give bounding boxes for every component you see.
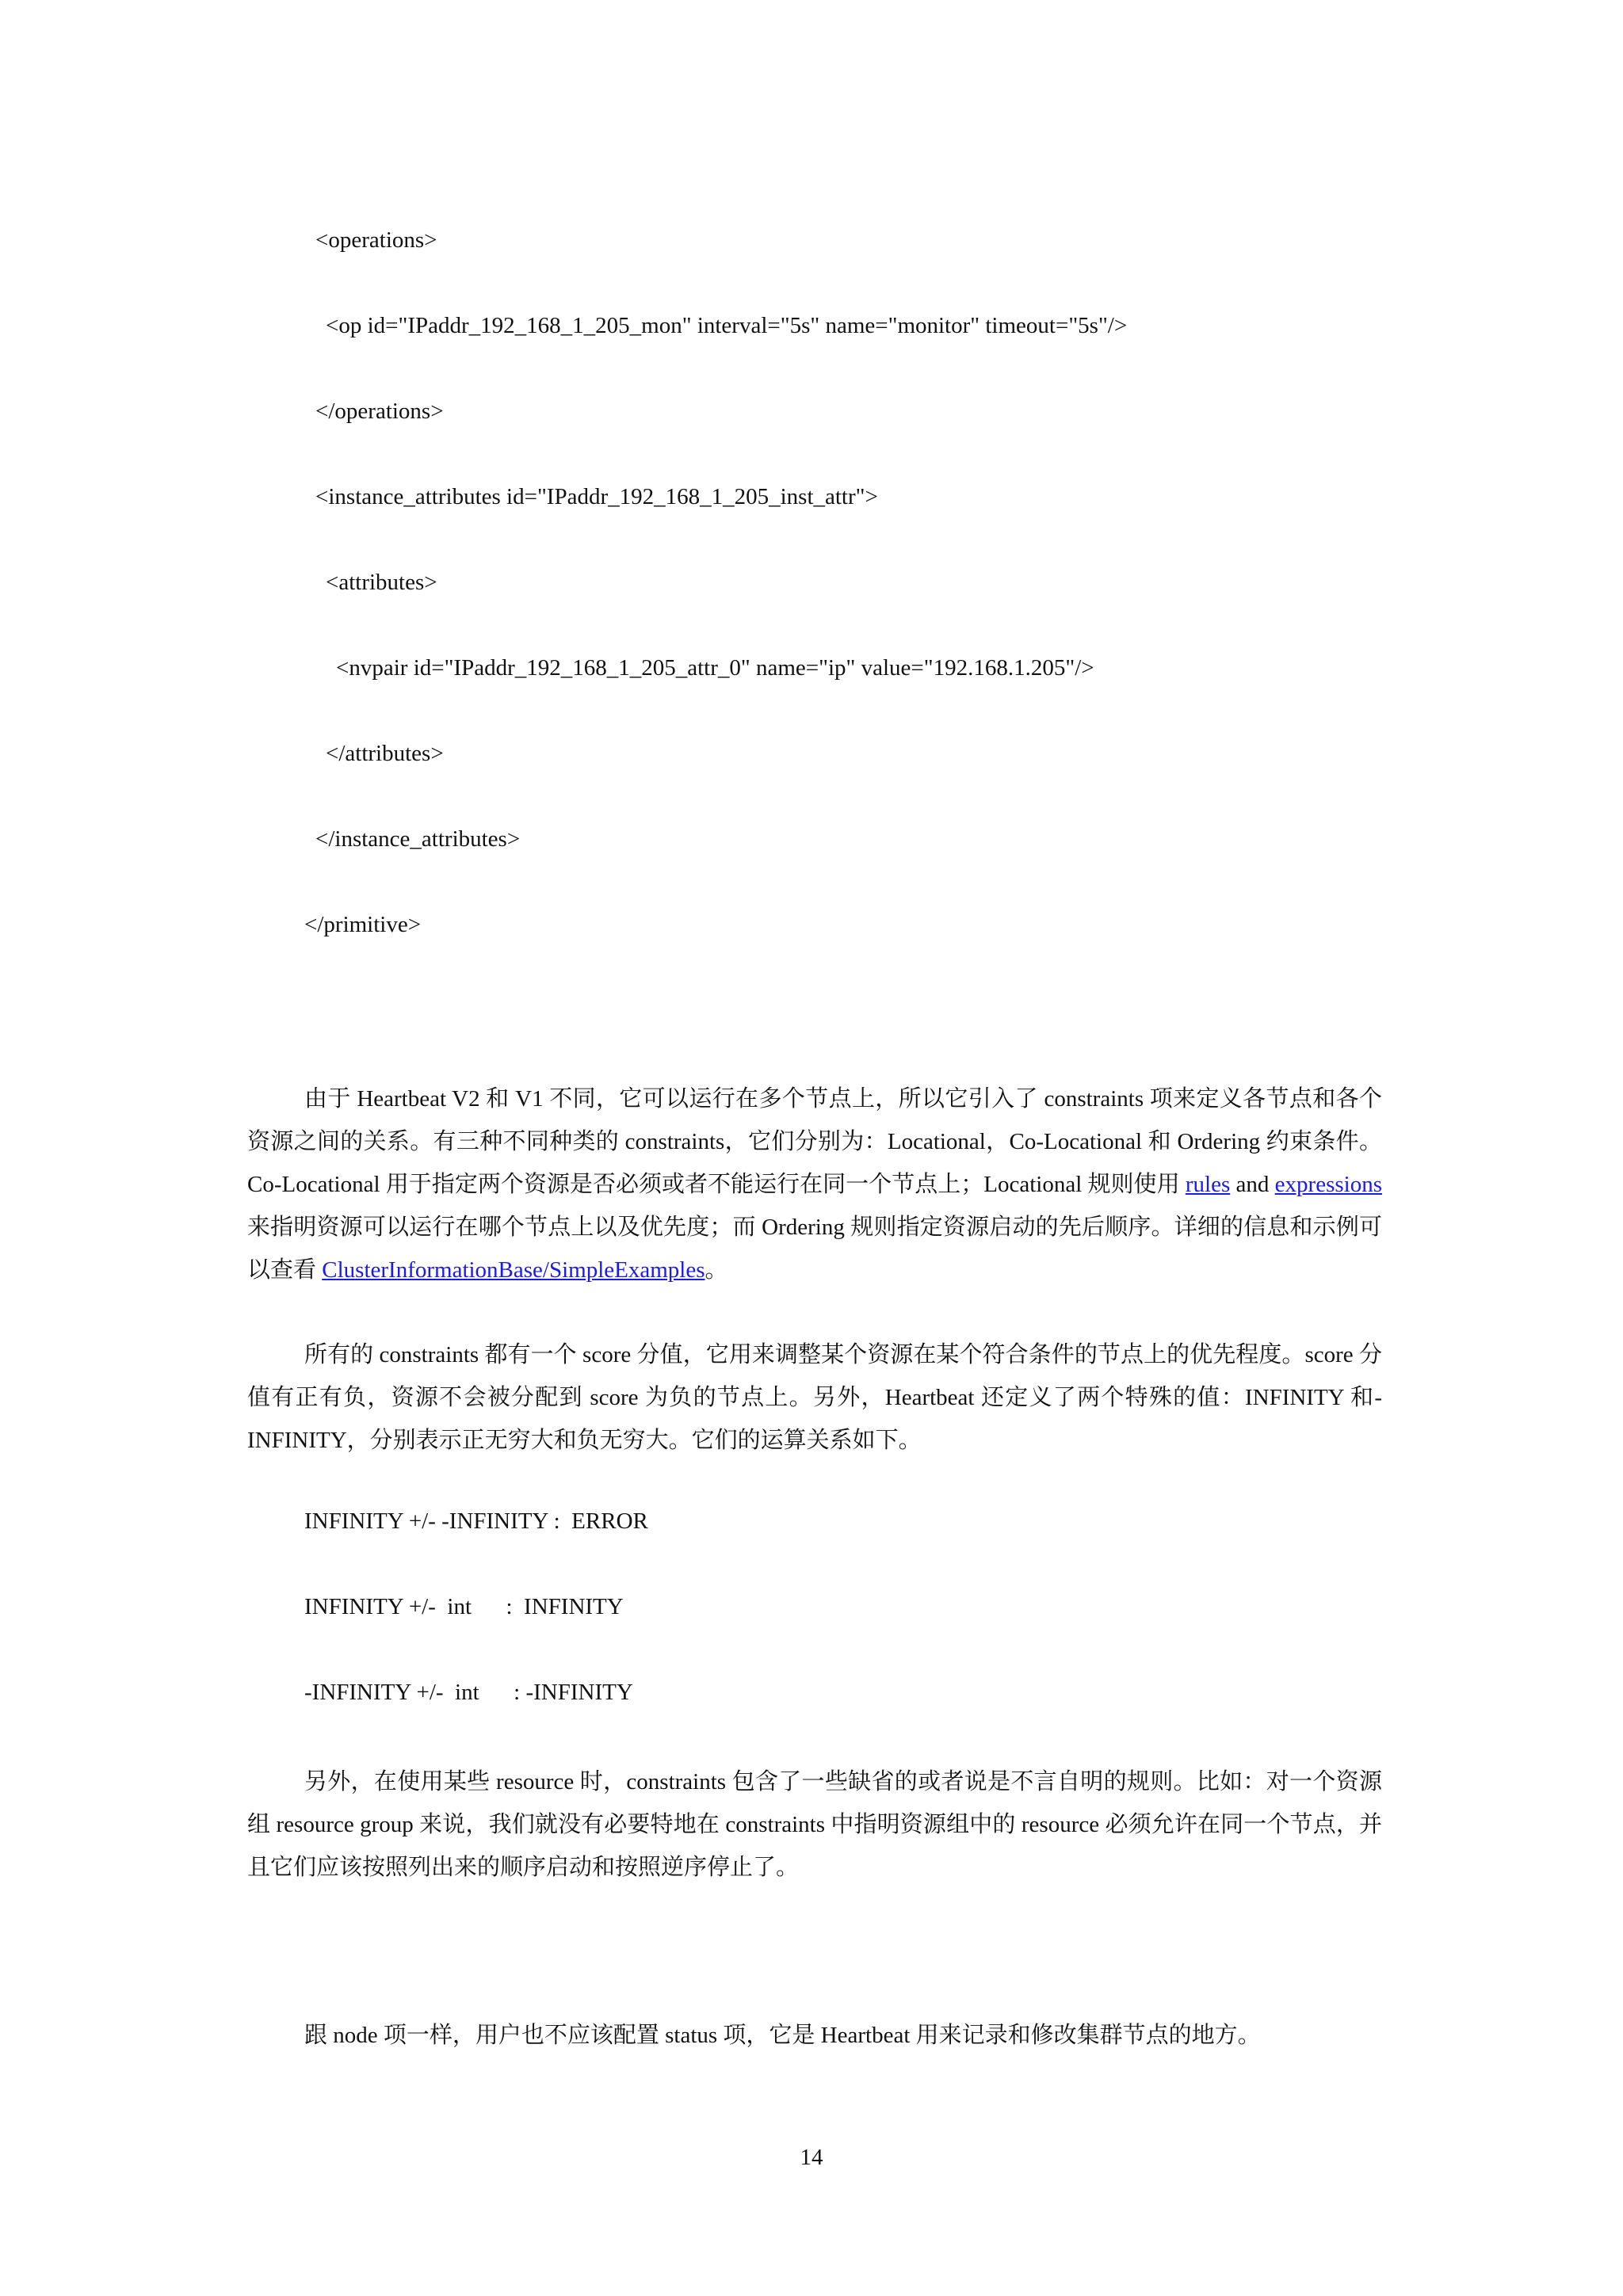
rules-link[interactable]: rules (1185, 1172, 1231, 1197)
cluster-information-base-link[interactable]: ClusterInformationBase/SimpleExamples (322, 1257, 705, 1283)
code-op-element: <op id="IPaddr_192_168_1_205_mon" interval="5s" name="monitor" timeout="5s"/> (326, 313, 1128, 338)
code-operations-close: </operations> (315, 399, 444, 424)
code-primitive-close: </primitive> (304, 912, 422, 937)
rule-infinity-minus-infinity: INFINITY +/- -INFINITY : ERROR (304, 1508, 648, 1534)
code-instance-attributes-open: <instance_attributes id="IPaddr_192_168_1_205_inst_attr"> (315, 484, 878, 509)
code-operations-open: <operations> (315, 227, 437, 253)
para1-text-4: 。 (705, 1257, 728, 1283)
code-instance-attributes-close: </instance_attributes> (315, 826, 521, 852)
para1-text-1: 由于 Heartbeat V2 和 V1 不同，它可以运行在多个节点上，所以它引入了 constraints 项来定义各节点和各个资源之间的关系。有三种不同种类的 constraints，它们分别为：Locational，Co-Locational 和 Ordering 约束条件。Co-Locational 用于指定两个资源是否必须或者不能运行在同一个节点上；Locational 规则使用 (247, 1086, 1382, 1197)
score-paragraph: 所有的 constraints 都有一个 score 分值，它用来调整某个资源在某个符合条件的节点上的优先程度。score 分值有正有负，资源不会被分配到 score 为负的节点上。另外，Heartbeat 还定义了两个特殊的值：INFINITY 和-INFINITY，分别表示正无穷大和负无穷大。它们的运算关系如下。 (247, 1342, 1382, 1453)
para1-text-3: 来指明资源可以运行在哪个节点上以及优先度；而 Ordering 规则指定资源启动的先后顺序。详细的信息和示例可以查看 (247, 1215, 1382, 1283)
code-attributes-close: </attributes> (326, 741, 444, 766)
rule-neg-infinity-int: -INFINITY +/- int : -INFINITY (304, 1680, 633, 1705)
expressions-link[interactable]: expressions (1274, 1172, 1382, 1197)
constraints-intro-paragraph (247, 1077, 1382, 1291)
para1-text-2: and (1230, 1172, 1275, 1197)
status-paragraph: 跟 node 项一样，用户也不应该配置 status 项，它是 Heartbeat 用来记录和修改集群节点的地方。 (304, 2023, 1261, 2048)
code-nvpair-element: <nvpair id="IPaddr_192_168_1_205_attr_0" name="ip" value="192.168.1.205"/> (336, 655, 1094, 681)
code-attributes-open: <attributes> (326, 570, 437, 595)
default-rules-paragraph: 另外，在使用某些 resource 时，constraints 包含了一些缺省的或者说是不言自明的规则。比如：对一个资源组 resource group 来说，我们就没有必要特地在 constraints 中指明资源组中的 resource 必须允许在同一个节点，并且它们应该按照列出来的顺序启动和按照逆序停止了。 (247, 1769, 1382, 1880)
rule-infinity-int: INFINITY +/- int : INFINITY (304, 1594, 624, 1619)
page-number: 14 (800, 2145, 823, 2170)
